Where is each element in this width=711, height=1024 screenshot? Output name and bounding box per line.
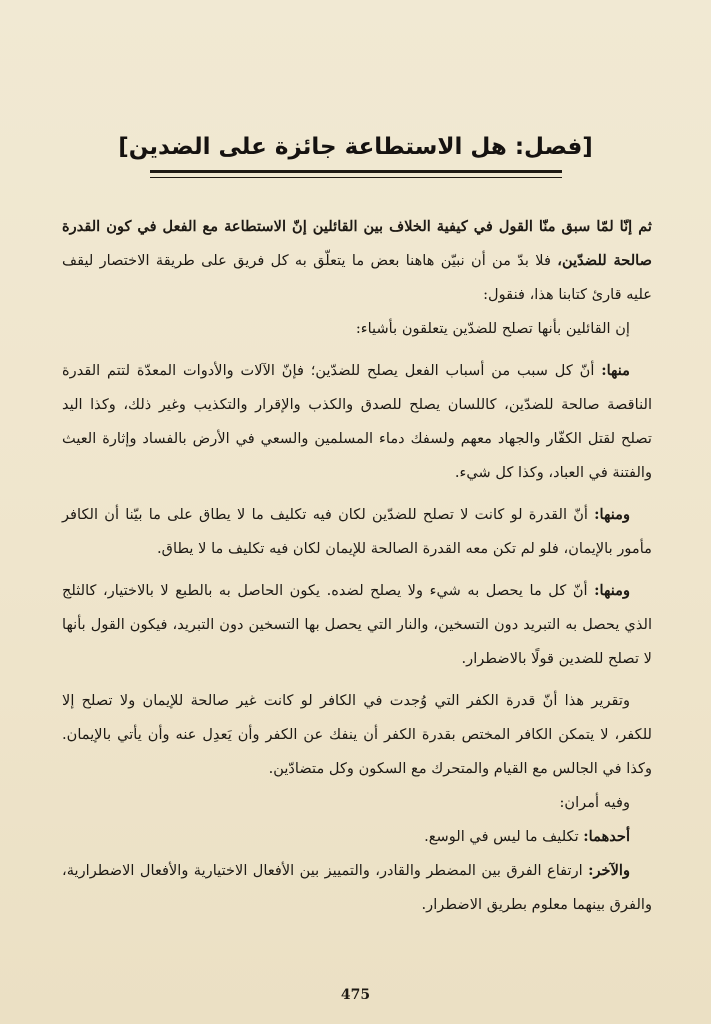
- paragraph-text: أنّ القدرة لو كانت لا تصلح للضدّين لكان فيه تكليف ما لا يطاق على ما بيّنا أن الكافر مأمور بالإيمان، فلو لم تكن معه القدرة الصالحة للإيمان لكان فيه تكليف ما لا يطاق.: [62, 506, 652, 557]
- body-text: [62, 210, 652, 922]
- paragraph-text: إن القائلين بأنها تصلح للضدّين يتعلقون بأشياء:: [355, 320, 630, 337]
- heading-rule-thin: [150, 177, 562, 178]
- paragraph-minha-1: [62, 354, 652, 490]
- paragraph-text: وتقرير هذا أنّ قدرة الكفر التي وُجدت في الكافر لو كانت غير صالحة للإيمان ولا تصلح إلا للكفر، لا يتمكن الكافر المختص بقدرة الكفر أن ينفك عن الكفر وأن يَعدِل عنه وأن يأتي بالإيمان. وكذا في الجالس مع القيام والمتحرك مع السكون وكل متضادّين.: [62, 692, 652, 777]
- paragraph-first-matter: [62, 820, 652, 854]
- paragraph-things: [62, 312, 652, 346]
- section-heading: [فصل: هل الاستطاعة جائزة على الضدين]: [118, 134, 593, 160]
- paragraph-text: وفيه أمران:: [559, 794, 630, 811]
- page-number: 475: [340, 987, 371, 1003]
- paragraph-text: تكليف ما ليس في الوسع.: [424, 828, 584, 845]
- paragraph-text: أنّ كل ما يحصل به شيء ولا يصلح لضده. يكون الحاصل به بالطبع لا بالاختيار، كالثلج الذي يحصل به التبريد دون التسخين، والنار التي يحصل بها التسخين دون التبريد، فيكون القول بأنها لا تصلح للضدين قولًا بالاضطرار.: [62, 582, 652, 667]
- paragraph-text: ارتفاع الفرق بين المضطر والقادر، والتمييز بين الأفعال الاختيارية والأفعال الاضطرارية، والفرق بينهما معلوم بطريق الاضطرار.: [62, 862, 652, 913]
- paragraph-second-matter: [62, 854, 652, 922]
- paragraph-bold-intro: ثم إنّا لمّا سبق منّا القول في كيفية الخلاف بين القائلين إنّ الاستطاعة مع الفعل في كون القدرة صالحة للضدّين،: [62, 218, 653, 269]
- paragraph-lead: ومنها:: [594, 582, 630, 599]
- paragraph-lead: ومنها:: [594, 506, 630, 523]
- paragraph-lead: أحدهما:: [583, 828, 630, 845]
- paragraph-text: فلا بدّ من أن نبيّن هاهنا بعض ما يتعلّق به كل فريق على طريقة الاختصار ليقف عليه قارئ كتابنا هذا، فنقول:: [62, 252, 652, 303]
- paragraph-lead: والآخر:: [588, 862, 630, 879]
- paragraph-lead: منها:: [601, 362, 630, 379]
- paragraph-two-matters: [62, 786, 652, 820]
- paragraph-intro: [62, 210, 652, 312]
- paragraph-text: أنّ كل سبب من أسباب الفعل يصلح للضدّين؛ فإنّ الآلات والأدوات المعدّة لتتم القدرة الناقصة صالحة للضدّين، كاللسان يصلح للصدق والكذب والإقرار والتكذيب وغير ذلك، وكذا اليد تصلح لقتل الكفّار والجهاد معهم ولسفك دماء المسلمين والسعي في الأرض بالفساد وإثارة العيث والفتنة في العباد، وكذا كل شيء.: [62, 362, 652, 481]
- paragraph-minha-3: [62, 574, 652, 676]
- paragraph-minha-2: [62, 498, 652, 566]
- paragraph-taqrir: [62, 684, 652, 786]
- heading-rule-thick: [150, 170, 562, 173]
